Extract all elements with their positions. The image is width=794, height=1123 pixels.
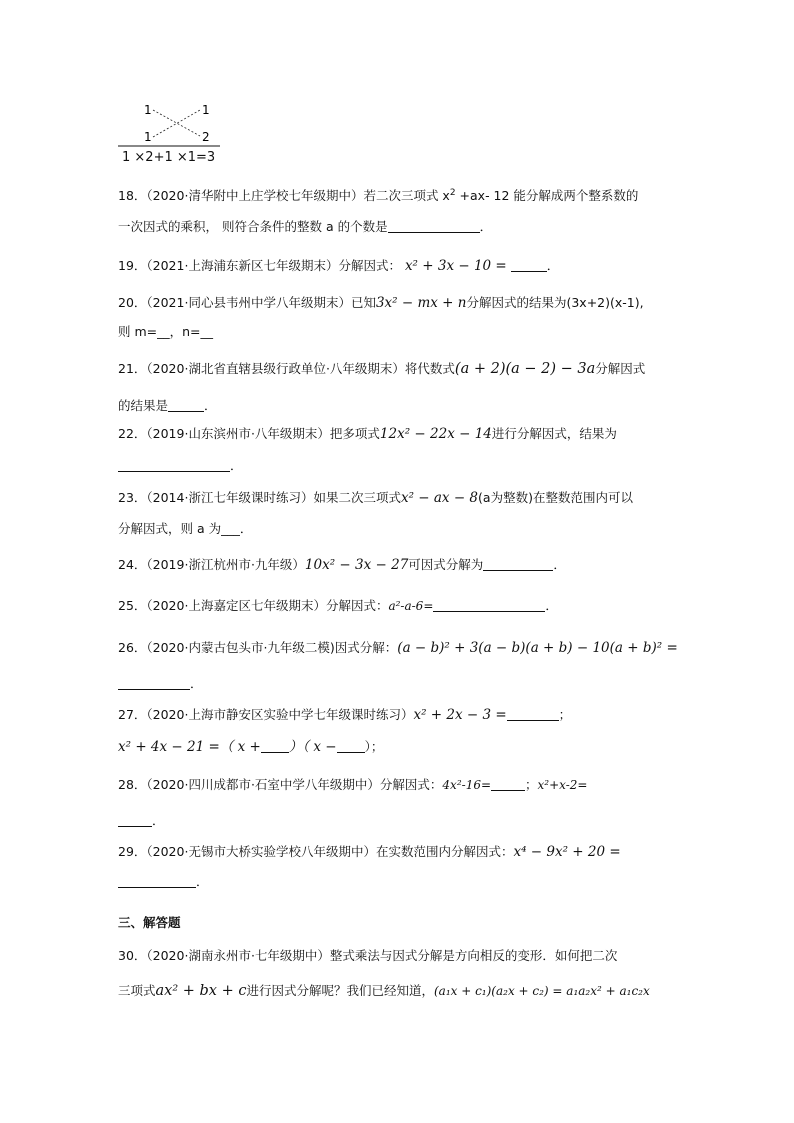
q28-answer-blank-1[interactable]: [491, 778, 525, 791]
q19-text-d: ．: [546, 258, 560, 273]
q19-math: x² + 3x − 10 =: [404, 258, 507, 274]
q19-text-a: 19．（2021·上海浦东新区七年级期末）分解因式：: [118, 258, 401, 273]
q22-answer-blank[interactable]: [118, 459, 230, 472]
q30-text-a: 30．（2020·湖南永州市·七年级期中）整式乘法与因式分解是方向相反的变形．如何把二次: [118, 948, 618, 963]
q25-text-d: ．: [545, 598, 558, 613]
q27-math-2: x² + 4x − 21 =（ x +: [118, 739, 261, 755]
q20-text-c: 则 m=__，n=__: [118, 324, 214, 339]
cross-top-right: 1: [202, 103, 210, 117]
q28-separator: ；: [525, 777, 538, 792]
q20-math: 3x² − mx + n: [375, 295, 467, 311]
q25-math: a²-a-6=: [388, 599, 434, 613]
q27-separator: ；: [558, 707, 572, 722]
q18-text-c: 一次因式的乘积， 则符合条件的整数 a 的个数是: [118, 219, 388, 234]
question-30-line-1: [118, 947, 617, 965]
q21-text-d: ．: [204, 398, 217, 413]
question-23-line-1: [118, 489, 633, 507]
q20-text-b: 分解因式的结果为(3x+2)(x-1),: [466, 295, 644, 310]
question-20-line-1: [118, 294, 644, 312]
q22-text-a: 22．（2019·山东滨州市·八年级期末）把多项式: [118, 426, 380, 441]
q22-text-d: ．: [230, 458, 243, 473]
question-18-line-2: [118, 218, 492, 236]
q20-text-a: 20．（2021·同心县韦州中学八年级期末）已知: [118, 295, 376, 310]
q21-answer-blank[interactable]: [168, 399, 204, 412]
q27-answer-blank-1[interactable]: [507, 708, 559, 721]
q29-math: x⁴ − 9x² + 20 =: [513, 844, 621, 860]
question-24: [118, 556, 566, 574]
q30-math-1: ax² + bx + c: [155, 983, 247, 999]
q27-mid: ）（ x −: [288, 739, 337, 755]
q30-math-2: (a₁x + c₁)(a₂x + c₂) = a₁a₂x² + a₁c₂x: [433, 984, 650, 998]
q25-text-a: 25．（2020·上海嘉定区七年级期末）分解因式：: [118, 598, 389, 613]
q28-math-2: x²+x-2=: [537, 778, 588, 792]
question-18-line-1: [118, 187, 638, 205]
cross-bottom-right: 2: [202, 130, 210, 144]
q29-answer-blank[interactable]: [118, 875, 196, 888]
section-title: 三、解答题: [118, 915, 181, 930]
q26-math: (a − b)² + 3(a − b)(a + b) − 10(a + b)² =: [397, 640, 678, 656]
question-23-line-2: [118, 520, 252, 538]
question-29-line-1: [118, 843, 621, 861]
q28-answer-blank-2[interactable]: [118, 814, 152, 827]
q18-text-b: +ax- 12 能分解成两个整系数的: [455, 188, 639, 203]
question-28-line-2: [118, 812, 165, 830]
cross-line-1: [153, 110, 200, 136]
q29-text-a: 29．（2020·无锡市大桥实验学校八年级期中）在实数范围内分解因式：: [118, 844, 514, 859]
question-27-line-1: [118, 706, 571, 724]
q26-answer-blank[interactable]: [118, 677, 190, 690]
q27-math-1: x² + 2x − 3 =: [413, 707, 507, 723]
question-27-line-2: [118, 738, 383, 756]
cross-top-left: 1: [144, 103, 152, 117]
q24-answer-blank[interactable]: [483, 558, 553, 571]
q28-math-1: 4x²-16=: [442, 778, 492, 792]
q26-text-d: ．: [190, 676, 203, 691]
q21-math: (a + 2)(a − 2) − 3a: [454, 361, 596, 377]
q19-answer-blank[interactable]: [511, 259, 547, 272]
question-25: [118, 597, 558, 615]
q27-end: ）；: [364, 739, 384, 754]
q30-text-c: 进行因式分解呢？我们已经知道，: [246, 983, 434, 998]
q18-text-d: ．: [479, 219, 493, 234]
q28-text-d: ．: [152, 813, 165, 828]
q24-math: 10x² − 3x − 27: [304, 557, 409, 573]
q18-answer-blank[interactable]: [388, 220, 480, 233]
question-21-line-2: [118, 397, 217, 415]
question-26-line-2: [118, 675, 203, 693]
cross-bottom-left: 1: [144, 130, 152, 144]
q23-text-a: 23．（2014·浙江七年级课时练习）如果二次三项式: [118, 490, 401, 505]
q30-text-b: 三项式: [118, 983, 156, 998]
q24-text-a: 24．（2019·浙江杭州市·九年级）: [118, 557, 305, 572]
q26-text-a: 26．（2020·内蒙古包头市·九年级二模)因式分解：: [118, 640, 398, 655]
q27-answer-blank-3[interactable]: [337, 740, 365, 753]
q22-text-b: 进行分解因式，结果为: [491, 426, 617, 441]
q23-text-b: (a为整数)在整数范围内可以: [478, 490, 633, 505]
question-21-line-1: [118, 360, 645, 378]
q25-answer-blank[interactable]: [433, 599, 545, 612]
q21-text-b: 分解因式: [595, 361, 646, 376]
q24-text-b: 可因式分解为: [408, 557, 484, 572]
q18-sup: 2: [449, 187, 456, 198]
q27-answer-blank-2[interactable]: [261, 740, 289, 753]
q21-text-a: 21．（2020·湖北省直辖县级行政单位·八年级期末）将代数式: [118, 361, 455, 376]
question-22-line-1: [118, 425, 617, 443]
q28-text-a: 28．（2020·四川成都市·石室中学八年级期中）分解因式：: [118, 777, 443, 792]
q24-text-d: ．: [553, 557, 566, 572]
question-30-line-2: [118, 982, 650, 1000]
q18-text-a: 18．（2020·清华附中上庄学校七年级期中）若二次三项式 x: [118, 188, 450, 203]
q22-math: 12x² − 22x − 14: [379, 426, 492, 442]
q23-text-c: 分解因式，则 a 为___．: [118, 521, 253, 536]
q29-text-d: ．: [196, 874, 209, 889]
question-22-line-2: [118, 457, 243, 475]
q23-math: x² − ax − 8: [400, 490, 479, 506]
question-26-line-1: [118, 639, 678, 657]
question-20-line-2: [118, 323, 213, 341]
question-19: [118, 257, 559, 275]
q21-text-c: 的结果是: [118, 398, 169, 413]
q27-text-a: 27．（2020·上海市静安区实验中学七年级课时练习）: [118, 707, 414, 722]
question-28-line-1: [118, 776, 587, 794]
cross-result: 1 ×2+1 ×1=3: [122, 150, 216, 165]
question-29-line-2: [118, 873, 209, 891]
